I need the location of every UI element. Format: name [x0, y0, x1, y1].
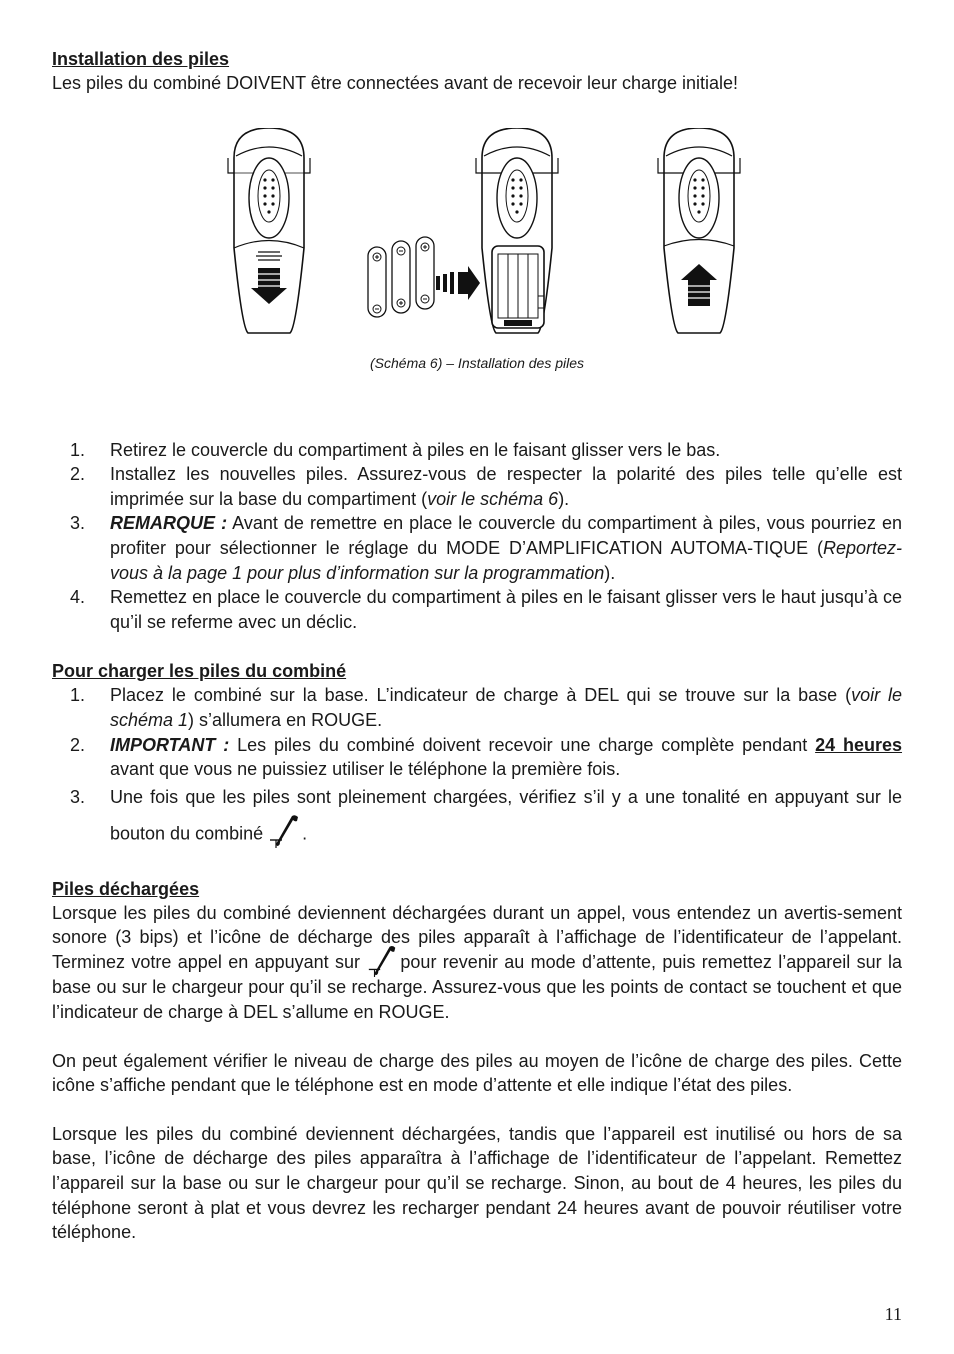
page-number: 11	[884, 1304, 902, 1324]
batteries-illustration	[362, 233, 442, 323]
handset-open-compartment-illustration	[432, 128, 562, 343]
installation-step-1: 1. Retirez le couvercle du compartiment à piles en le faisant glisser vers le bas.	[70, 439, 721, 460]
handset-cover-replace-illustration	[654, 128, 744, 343]
low-battery-paragraph-2: On peut également vérifier le niveau de charge des piles au moyen de l’icône de charge des piles. Cette icône s’affiche pendant que le téléphone est en mode d’attente et elle indique l’état des piles.	[52, 1050, 902, 1096]
remark-label: REMARQUE :	[110, 513, 228, 534]
charging-step-3: 3. Une fois que les piles sont pleinement chargées, vérifiez s’il y a une tonalité en appuyant sur le bouton du combiné .	[52, 782, 902, 857]
phone-handset-icon	[268, 812, 302, 857]
section-heading-charging: Pour charger les piles du combiné	[52, 661, 347, 682]
charging-step-1: 1. Placez le combiné sur la base. L’indicateur de charge à DEL qui se trouve sur la base (voir le schéma 1) s’allumera en ROUGE.	[70, 685, 903, 730]
installation-step-2: 2. Installez les nouvelles piles. Assurez-vous de respecter la polarité des piles telle qu’elle est imprimée sur la base du compartiment (voir le schéma 6).	[70, 464, 902, 509]
important-label: IMPORTANT :	[110, 734, 230, 755]
section-heading-low-battery: Piles déchargées	[52, 878, 200, 899]
battery-installation-figure	[52, 126, 902, 446]
installation-intro: Les piles du combiné DOIVENT être connectées avant de recevoir leur charge initiale!	[52, 73, 739, 93]
figure-caption: (Schéma 6) – Installation des piles	[370, 354, 584, 371]
low-battery-paragraph-1: Lorsque les piles du combiné deviennent déchargées durant un appel, vous entendez un avertis-sement sonore (3 bips) et l’icône de décharge des piles apparaît à l’affichage de l’identificateur de l’appelant. Terminez votre appel en appuyant sur pour revenir au mode d’attente, puis remettez l’appareil sur la base ou sur le chargeur pour qu’il se recharge. Assurez-vous que les points de contact se touchent et que l’indicateur de charge à DEL s’allume en ROUGE.	[52, 902, 902, 1023]
charging-step-2: 2. IMPORTANT : Les piles du combiné doivent recevoir une charge complète pendant 24 heures avant que vous ne puissiez utiliser le téléphone la première fois.	[70, 734, 903, 780]
installation-step-3: 3. REMARQUE : Avant de remettre en place le couvercle du compartiment à piles, vous pourriez en profiter pour sélectionner le réglage du MODE D’AMPLIFICATION AUTOMA-TIQUE (Reportez-vous à la page 1 pour plus d’information sur la programmation).	[70, 513, 903, 583]
section-heading-installation: Installation des piles	[52, 49, 230, 69]
installation-step-4: 4. Remettez en place le couvercle du compartiment à piles en le faisant glisser vers le haut jusqu’à ce qu’il se referme avec un déclic.	[70, 587, 902, 632]
low-battery-paragraph-3: Lorsque les piles du combiné deviennent déchargées, tandis que l’appareil est inutilisé ou hors de sa base, l’icône de décharge des piles apparaîtra à l’affichage de l’identificateur de l’appelant. Remettez l’appareil sur la base ou sur le chargeur pour qu’il se recharge. Sinon, au bout de 4 heures, les piles du téléphone seront à plat et vous devrez les recharger pendant 24 heures avant de pouvoir réutiliser votre téléphone.	[52, 1123, 902, 1243]
page-content	[52, 47, 902, 1245]
installation-steps	[52, 438, 902, 635]
handset-cover-removal-illustration	[224, 128, 314, 343]
charging-steps	[52, 683, 902, 856]
